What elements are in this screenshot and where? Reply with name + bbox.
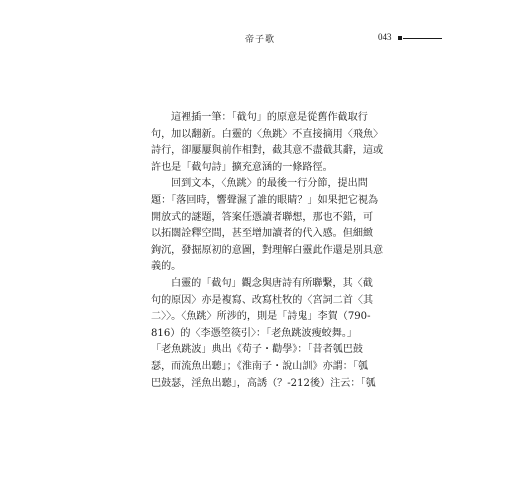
running-title: 帝子歌 bbox=[244, 35, 275, 45]
text-line: 白靈的「截句」觀念與唐詩有所聯繫，其〈截 bbox=[171, 277, 373, 289]
text-line: 回到文本，〈魚跳〉的最後一行分節，提出問 bbox=[171, 178, 368, 190]
text-line: 鉤沉，發掘原初的意圖，對理解白靈此作還是別具意 bbox=[151, 244, 384, 256]
text-line: 816）的〈李憑箜篌引〉：「老魚跳波瘦蛟舞。」 bbox=[151, 327, 357, 339]
text-line: 「老魚跳波」典出《荀子・勸學》：「昔者瓠巴鼓 bbox=[151, 344, 363, 356]
header-square-mark bbox=[398, 36, 402, 40]
text-line: 二〉〉。〈魚跳〉所涉的，則是「詩鬼」李賀（790- bbox=[151, 311, 371, 323]
paragraph bbox=[151, 176, 387, 276]
text-line: 題：「落回時，響聲濕了誰的眼睛？」如果把它視為 bbox=[151, 194, 379, 206]
text-line: 以拓闊詮釋空間，甚至增加讀者的代入感。但細緻 bbox=[151, 228, 374, 240]
text-line: 許也是「截句詩」擴充意涵的一條路徑。 bbox=[151, 161, 333, 173]
text-line: 詩行，卻屢屢與前作相對，截其意不盡截其辭，這或 bbox=[151, 145, 384, 157]
running-header bbox=[0, 30, 520, 48]
text-line: 句的原因〉亦是複寫、改寫杜牧的〈宮詞二首〈其 bbox=[151, 294, 374, 306]
header-rule bbox=[403, 38, 442, 39]
paragraph bbox=[151, 276, 387, 392]
text-line: 句，加以翻新。白靈的〈魚跳〉不直接摘用〈飛魚〉 bbox=[151, 128, 384, 140]
paragraph bbox=[151, 110, 387, 176]
text-line: 這裡插一筆：「截句」的原意是從舊作截取行 bbox=[171, 112, 368, 123]
body-text bbox=[151, 110, 387, 392]
text-line: 義的。 bbox=[151, 261, 182, 273]
text-line: 開放式的謎題，答案任憑讀者聯想，那也不錯，可 bbox=[151, 211, 374, 223]
text-line: 巴鼓瑟，淫魚出聽」，高誘（？-212後）注云：「瓠 bbox=[151, 377, 376, 389]
text-line: 瑟，而流魚出聽」；《淮南子・說山訓》亦謂：「瓠 bbox=[151, 360, 369, 372]
page-number: 043 bbox=[378, 32, 392, 42]
